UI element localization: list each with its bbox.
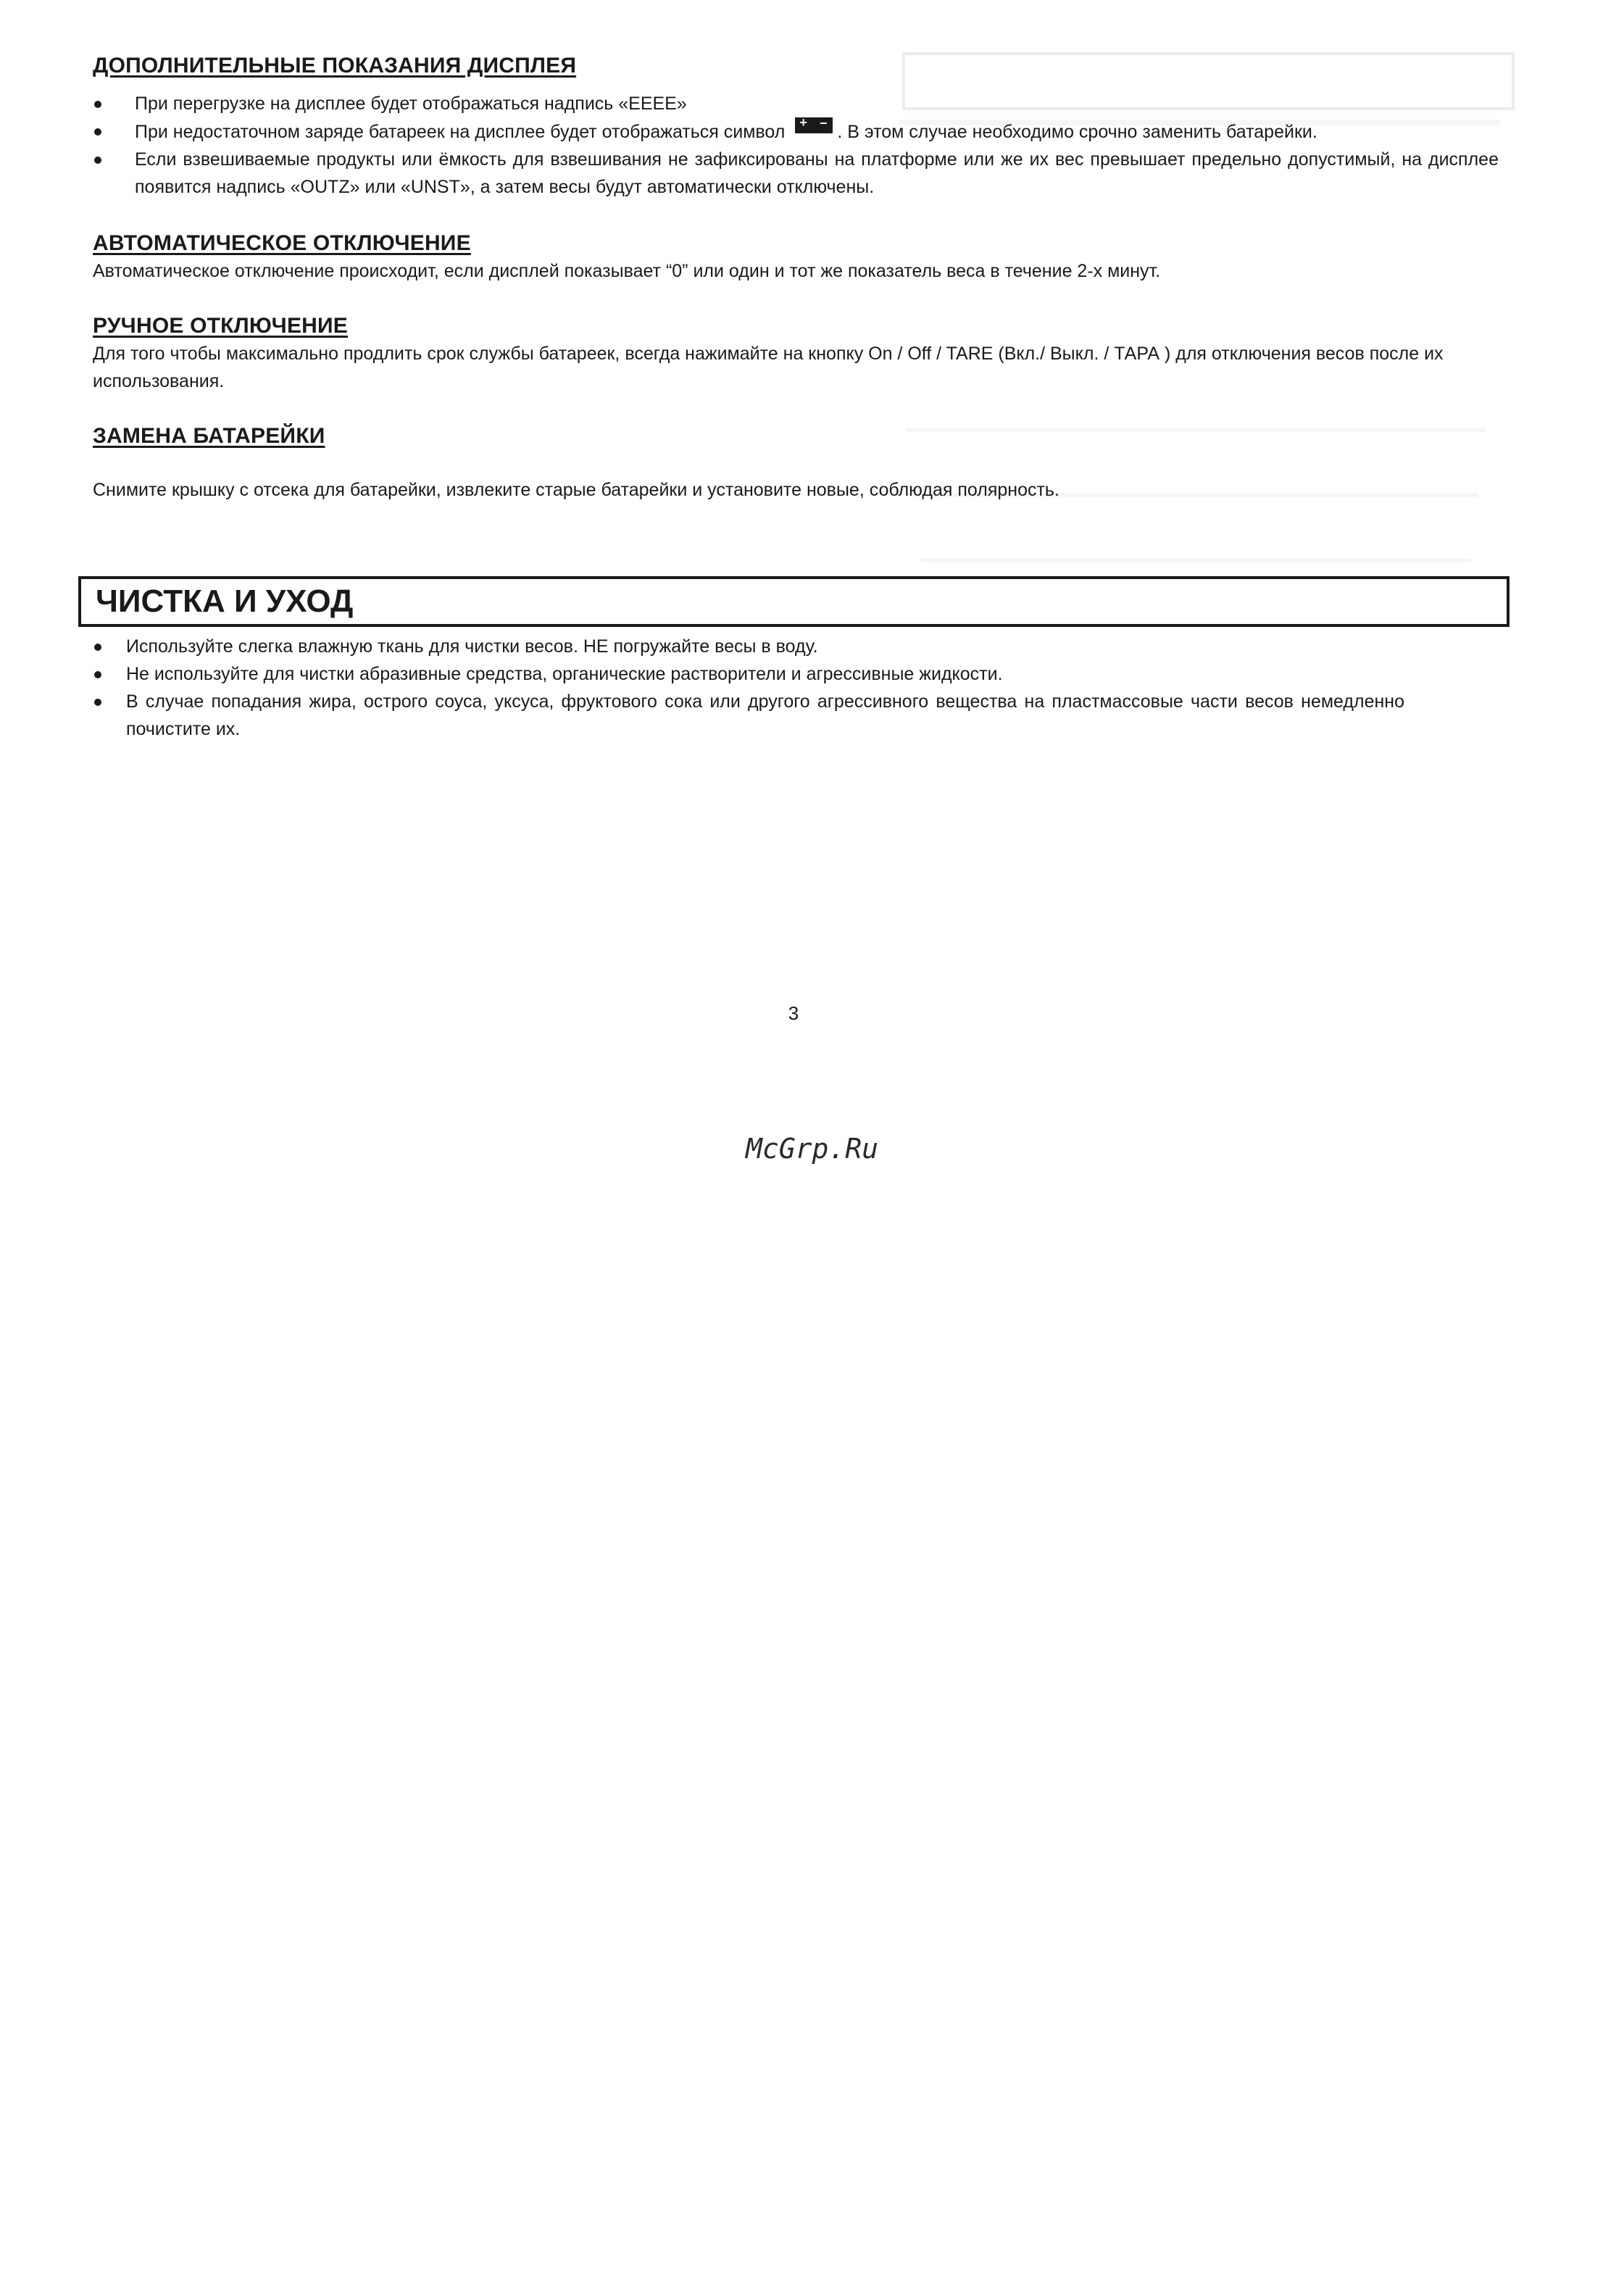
- cleaning-bullet-list: [93, 633, 1404, 743]
- list-item: [93, 117, 1499, 146]
- cleaning-item-1: Используйте слегка влажную ткань для чистки весов. НЕ погружайте весы в воду.: [126, 636, 818, 657]
- bullet-icon: [94, 699, 101, 706]
- cleaning-item-3: В случае попадания жира, острого соуса, уксуса, фруктового сока или другого агрессивного вещества на пластмассовые части весов немедленно почистите их.: [126, 691, 1404, 739]
- list-item: [93, 90, 1499, 117]
- battery-heading: ЗАМЕНА БАТАРЕЙКИ: [93, 424, 325, 448]
- list-item: [93, 146, 1499, 201]
- display-heading: ДОПОЛНИТЕЛЬНЫЕ ПОКАЗАНИЯ ДИСПЛЕЯ: [93, 54, 577, 78]
- list-item: [93, 688, 1404, 743]
- main-content: [93, 52, 1499, 504]
- auto-off-heading: АВТОМАТИЧЕСКОЕ ОТКЛЮЧЕНИЕ: [93, 231, 471, 255]
- battery-text: Снимите крышку с отсека для батарейки, извлеките старые батарейки и установите новые, соблюдая полярность.: [93, 480, 1059, 500]
- display-bullet-1: При перегрузке на дисплее будет отображаться надпись «EEEE»: [135, 93, 687, 114]
- manual-off-heading: РУЧНОЕ ОТКЛЮЧЕНИЕ: [93, 314, 348, 338]
- list-item: [93, 633, 1404, 660]
- bullet-icon: [94, 101, 101, 108]
- list-item: [93, 660, 1404, 688]
- manual-off-text: Для того чтобы максимально продлить срок службы батареек, всегда нажимайте на кнопку On / Off / TARE (Вкл./ Выкл. / ТАРА ) для отключения весов после их использования.: [93, 344, 1444, 391]
- page-number: 3: [788, 1002, 799, 1024]
- display-bullet-list: [93, 90, 1499, 201]
- cleaning-item-2: Не используйте для чистки абразивные средства, органические растворители и агрессивные жидкости.: [126, 664, 1003, 684]
- bullet-icon: [94, 671, 101, 678]
- watermark-text: McGrp.Ru: [745, 1133, 879, 1165]
- bullet-icon: [94, 157, 101, 164]
- bleed-through-line: [920, 558, 1471, 562]
- display-bullet-3: Если взвешиваемые продукты или ёмкость для взвешивания не зафиксированы на платформе или же их вес превышает предельно допустимый, на дисплее появится надпись «OUTZ» или «UNST», а затем весы будут автоматически отключены.: [135, 149, 1499, 197]
- display-bullet-2-before: При недостаточном заряде батареек на дисплее будет отображаться символ: [135, 122, 786, 142]
- cleaning-title-box: [78, 576, 1510, 627]
- cleaning-heading: ЧИСТКА И УХОД: [96, 583, 354, 619]
- display-bullet-2-after: . В этом случае необходимо срочно заменить батарейки.: [837, 122, 1317, 142]
- battery-icon: + –: [795, 117, 833, 133]
- bullet-icon: [94, 644, 101, 651]
- auto-off-text: Автоматическое отключение происходит, если дисплей показывает “0” или один и тот же показатель веса в течение 2-х минут.: [93, 261, 1161, 281]
- bullet-icon: [94, 128, 101, 136]
